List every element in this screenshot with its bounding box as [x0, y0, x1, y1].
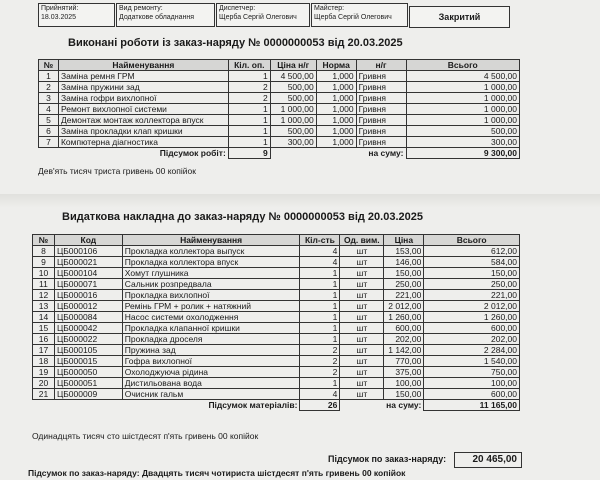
- works-cell-total: 300,00: [406, 137, 520, 148]
- works-cell-total: 1 000,00: [406, 115, 520, 126]
- works-cell-n: 1: [39, 71, 59, 82]
- table-row: [39, 82, 520, 93]
- works-cell-name: Компютерна діагностика: [58, 137, 228, 148]
- materials-cell-total: 584,00: [424, 257, 520, 268]
- materials-cell-code: ЦБ000050: [54, 367, 122, 378]
- materials-cell-n: 21: [33, 389, 55, 400]
- materials-cell-qty: 1: [300, 279, 340, 290]
- materials-cell-code: ЦБ000015: [54, 356, 122, 367]
- works-cell-n: 4: [39, 104, 59, 115]
- table-row: [39, 104, 520, 115]
- materials-cell-qty: 1: [300, 301, 340, 312]
- materials-cell-total: 202,00: [424, 334, 520, 345]
- materials-cell-price: 1 260,00: [384, 312, 424, 323]
- materials-cell-unit: шт: [340, 356, 384, 367]
- table-row: [33, 268, 520, 279]
- materials-cell-unit: шт: [340, 290, 384, 301]
- materials-cell-code: ЦБ000105: [54, 345, 122, 356]
- works-cell-name: Ремонт вихлопної системи: [58, 104, 228, 115]
- materials-col-header: Найменування: [122, 235, 300, 246]
- works-cell-qty: 1: [228, 104, 270, 115]
- materials-cell-price: 146,00: [384, 257, 424, 268]
- works-table: [38, 59, 520, 159]
- materials-cell-n: 16: [33, 334, 55, 345]
- materials-col-header: Кіл-сть: [300, 235, 340, 246]
- materials-cell-name: Прокладка дроселя: [122, 334, 300, 345]
- materials-cell-code: ЦБ000009: [54, 389, 122, 400]
- materials-cell-price: 600,00: [384, 323, 424, 334]
- materials-cell-unit: шт: [340, 389, 384, 400]
- works-cell-n: 7: [39, 137, 59, 148]
- materials-cell-n: 11: [33, 279, 55, 290]
- dispatcher-label: Диспетчер:: [219, 5, 256, 12]
- order-total-words: Підсумок по заказ-наряду: Двадцять тисяч чотириста шістдесят п'ять гривень 00 копійок: [28, 468, 406, 478]
- materials-cell-name: Прокладка коллектора выпуск: [122, 246, 300, 257]
- works-cell-price: 500,00: [270, 93, 316, 104]
- materials-cell-n: 15: [33, 323, 55, 334]
- works-words: Дев'ять тисяч триста гривень 00 копійок: [38, 166, 196, 176]
- materials-table: [32, 234, 520, 411]
- works-cell-n: 2: [39, 82, 59, 93]
- table-row: [39, 126, 520, 137]
- materials-cell-qty: 1: [300, 334, 340, 345]
- table-row: [33, 312, 520, 323]
- table-row: [33, 301, 520, 312]
- materials-cell-code: ЦБ000016: [54, 290, 122, 301]
- materials-sum-label: на суму:: [386, 400, 422, 411]
- materials-cell-name: Хомут глушника: [122, 268, 300, 279]
- works-cell-name: Заміна пружини зад: [58, 82, 228, 93]
- materials-cell-n: 12: [33, 290, 55, 301]
- materials-cell-code: ЦБ000042: [54, 323, 122, 334]
- works-sum-label: на суму:: [368, 148, 404, 159]
- materials-cell-qty: 4: [300, 246, 340, 257]
- materials-cell-name: Прокладка клапанної кришки: [122, 323, 300, 334]
- materials-col-header: Всього: [424, 235, 520, 246]
- works-cell-qty: 1: [228, 115, 270, 126]
- page-fold: [0, 194, 600, 208]
- table-row: [33, 334, 520, 345]
- works-col-header: Кіл. оп.: [228, 60, 270, 71]
- works-cell-n: 5: [39, 115, 59, 126]
- materials-cell-price: 2 012,00: [384, 301, 424, 312]
- materials-cell-code: ЦБ000021: [54, 257, 122, 268]
- materials-cell-total: 750,00: [424, 367, 520, 378]
- works-cell-name: Заміна ремня ГРМ: [58, 71, 228, 82]
- works-cell-price: 1 000,00: [270, 104, 316, 115]
- works-col-header: Норма: [316, 60, 356, 71]
- table-row: [39, 115, 520, 126]
- works-cell-unit: Гривня: [356, 71, 406, 82]
- works-cell-norm: 1,000: [316, 137, 356, 148]
- materials-cell-unit: шт: [340, 312, 384, 323]
- works-cell-norm: 1,000: [316, 104, 356, 115]
- works-cell-unit: Гривня: [356, 137, 406, 148]
- works-cell-qty: 1: [228, 126, 270, 137]
- materials-cell-n: 18: [33, 356, 55, 367]
- materials-sum-value: 11 165,00: [424, 400, 520, 411]
- materials-cell-qty: 4: [300, 389, 340, 400]
- materials-cell-total: 1 540,00: [424, 356, 520, 367]
- materials-col-header: Ціна: [384, 235, 424, 246]
- works-cell-qty: 1: [228, 71, 270, 82]
- works-cell-unit: Гривня: [356, 82, 406, 93]
- materials-cell-qty: 1: [300, 290, 340, 301]
- works-cell-total: 4 500,00: [406, 71, 520, 82]
- materials-cell-n: 10: [33, 268, 55, 279]
- materials-cell-price: 221,00: [384, 290, 424, 301]
- materials-cell-n: 9: [33, 257, 55, 268]
- materials-cell-name: Пружина зад: [122, 345, 300, 356]
- works-cell-price: 500,00: [270, 126, 316, 137]
- works-cell-norm: 1,000: [316, 115, 356, 126]
- materials-cell-name: Дистильована вода: [122, 378, 300, 389]
- works-cell-unit: Гривня: [356, 126, 406, 137]
- materials-cell-price: 150,00: [384, 389, 424, 400]
- works-cell-n: 3: [39, 93, 59, 104]
- materials-cell-code: ЦБ000012: [54, 301, 122, 312]
- order-total-label: Підсумок по заказ-наряду:: [328, 454, 447, 464]
- works-cell-total: 500,00: [406, 126, 520, 137]
- works-cell-name: Заміна прокладки клап кришки: [58, 126, 228, 137]
- works-cell-total: 1 000,00: [406, 93, 520, 104]
- materials-cell-n: 19: [33, 367, 55, 378]
- materials-cell-total: 2 284,00: [424, 345, 520, 356]
- works-cell-unit: Гривня: [356, 115, 406, 126]
- materials-cell-qty: 1: [300, 378, 340, 389]
- works-cell-qty: 2: [228, 93, 270, 104]
- master-label: Майстер:: [314, 5, 345, 12]
- materials-cell-unit: шт: [340, 246, 384, 257]
- table-row: [33, 279, 520, 290]
- materials-cell-n: 8: [33, 246, 55, 257]
- materials-cell-total: 612,00: [424, 246, 520, 257]
- materials-cell-code: ЦБ000022: [54, 334, 122, 345]
- materials-cell-name: Сальник розпредвала: [122, 279, 300, 290]
- materials-cell-unit: шт: [340, 279, 384, 290]
- materials-cell-unit: шт: [340, 378, 384, 389]
- works-cell-total: 1 000,00: [406, 82, 520, 93]
- materials-cell-qty: 2: [300, 356, 340, 367]
- materials-cell-name: Прокладка коллектора впуск: [122, 257, 300, 268]
- materials-title: Видаткова накладна до заказ-наряду № 0000000053 від 20.03.2025: [62, 211, 423, 223]
- works-title: Виконані роботи із заказ-наряду № 0000000053 від 20.03.2025: [68, 37, 403, 49]
- materials-cell-price: 153,00: [384, 246, 424, 257]
- table-row: [33, 345, 520, 356]
- materials-cell-total: 250,00: [424, 279, 520, 290]
- materials-cell-qty: 1: [300, 268, 340, 279]
- table-row: [33, 367, 520, 378]
- accepted-label: Прийнятий:: [41, 5, 79, 12]
- materials-words: Одинадцять тисяч сто шістдесят п'ять гривень 00 копійок: [32, 431, 259, 441]
- materials-cell-code: ЦБ000071: [54, 279, 122, 290]
- materials-cell-total: 100,00: [424, 378, 520, 389]
- materials-cell-unit: шт: [340, 345, 384, 356]
- materials-cell-name: Охолоджуюча рідина: [122, 367, 300, 378]
- works-cell-unit: Гривня: [356, 104, 406, 115]
- materials-cell-code: ЦБ000084: [54, 312, 122, 323]
- materials-cell-price: 770,00: [384, 356, 424, 367]
- materials-cell-price: 375,00: [384, 367, 424, 378]
- materials-cell-code: ЦБ000051: [54, 378, 122, 389]
- materials-cell-name: Ремінь ГРМ + ролик + натяжний: [122, 301, 300, 312]
- accepted-box: [38, 3, 115, 27]
- dispatcher-box: [216, 3, 310, 27]
- materials-cell-total: 150,00: [424, 268, 520, 279]
- table-row: [33, 246, 520, 257]
- works-col-header: Ціна н/г: [270, 60, 316, 71]
- works-cell-name: Заміна гофри вихлопної: [58, 93, 228, 104]
- materials-cell-unit: шт: [340, 334, 384, 345]
- materials-cell-qty: 1: [300, 323, 340, 334]
- works-col-header: Всього: [406, 60, 520, 71]
- works-cell-price: 500,00: [270, 82, 316, 93]
- works-col-header: №: [39, 60, 59, 71]
- materials-cell-n: 14: [33, 312, 55, 323]
- table-row: [33, 356, 520, 367]
- materials-cell-unit: шт: [340, 268, 384, 279]
- materials-cell-total: 221,00: [424, 290, 520, 301]
- materials-cell-total: 2 012,00: [424, 301, 520, 312]
- works-cell-n: 6: [39, 126, 59, 137]
- materials-cell-n: 20: [33, 378, 55, 389]
- materials-cell-total: 600,00: [424, 389, 520, 400]
- materials-cell-unit: шт: [340, 301, 384, 312]
- master-box: [311, 3, 408, 27]
- materials-cell-price: 150,00: [384, 268, 424, 279]
- works-cell-price: 1 000,00: [270, 115, 316, 126]
- works-cell-norm: 1,000: [316, 82, 356, 93]
- materials-subtotal-label: Підсумок матеріалів:: [208, 400, 298, 411]
- materials-cell-price: 100,00: [384, 378, 424, 389]
- materials-cell-unit: шт: [340, 323, 384, 334]
- materials-subtotal-qty: 26: [300, 400, 340, 411]
- order-total-value: 20 465,00: [454, 452, 522, 468]
- materials-cell-total: 1 260,00: [424, 312, 520, 323]
- table-row: [33, 389, 520, 400]
- status-badge: Закритий: [409, 6, 510, 28]
- works-cell-qty: 1: [228, 137, 270, 148]
- materials-cell-unit: шт: [340, 257, 384, 268]
- master-value: Щерба Сергій Олегович: [314, 14, 392, 21]
- materials-cell-qty: 4: [300, 257, 340, 268]
- materials-cell-name: Прокладка вихлопної: [122, 290, 300, 301]
- materials-cell-code: ЦБ000104: [54, 268, 122, 279]
- materials-cell-qty: 1: [300, 312, 340, 323]
- materials-cell-unit: шт: [340, 367, 384, 378]
- table-row: [33, 257, 520, 268]
- materials-cell-price: 202,00: [384, 334, 424, 345]
- table-row: [39, 93, 520, 104]
- table-row: [33, 323, 520, 334]
- materials-cell-name: Гофра вихлопної: [122, 356, 300, 367]
- works-subtotal-qty: 9: [228, 148, 270, 159]
- materials-cell-code: ЦБ000106: [54, 246, 122, 257]
- materials-cell-qty: 2: [300, 345, 340, 356]
- materials-cell-total: 600,00: [424, 323, 520, 334]
- works-cell-norm: 1,000: [316, 93, 356, 104]
- works-sum-value: 9 300,00: [406, 148, 520, 159]
- works-cell-price: 4 500,00: [270, 71, 316, 82]
- materials-cell-name: Насос системи охолодження: [122, 312, 300, 323]
- repair-type-value: Додаткове обладнання: [119, 14, 195, 21]
- table-row: [33, 290, 520, 301]
- dispatcher-value: Щерба Сергій Олегович: [219, 14, 297, 21]
- materials-cell-name: Очисник гальм: [122, 389, 300, 400]
- materials-cell-qty: 2: [300, 367, 340, 378]
- table-row: [39, 137, 520, 148]
- materials-cell-price: 1 142,00: [384, 345, 424, 356]
- materials-cell-n: 17: [33, 345, 55, 356]
- works-cell-total: 1 000,00: [406, 104, 520, 115]
- works-subtotal-label: Підсумок робіт:: [159, 148, 226, 159]
- accepted-date: 18.03.2025: [41, 14, 77, 21]
- works-cell-name: Демонтаж монтаж коллектора впуск: [58, 115, 228, 126]
- materials-cell-n: 13: [33, 301, 55, 312]
- table-row: [39, 71, 520, 82]
- works-col-header: Найменування: [58, 60, 228, 71]
- materials-cell-price: 250,00: [384, 279, 424, 290]
- works-cell-qty: 2: [228, 82, 270, 93]
- works-cell-price: 300,00: [270, 137, 316, 148]
- materials-col-header: Од. вим.: [340, 235, 384, 246]
- table-row: [33, 378, 520, 389]
- materials-col-header: Код: [54, 235, 122, 246]
- works-cell-unit: Гривня: [356, 93, 406, 104]
- materials-col-header: №: [33, 235, 55, 246]
- repair-type-label: Вид ремонту:: [119, 5, 163, 12]
- works-cell-norm: 1,000: [316, 126, 356, 137]
- repair-type-box: [116, 3, 215, 27]
- works-col-header: н/г: [356, 60, 406, 71]
- works-cell-norm: 1,000: [316, 71, 356, 82]
